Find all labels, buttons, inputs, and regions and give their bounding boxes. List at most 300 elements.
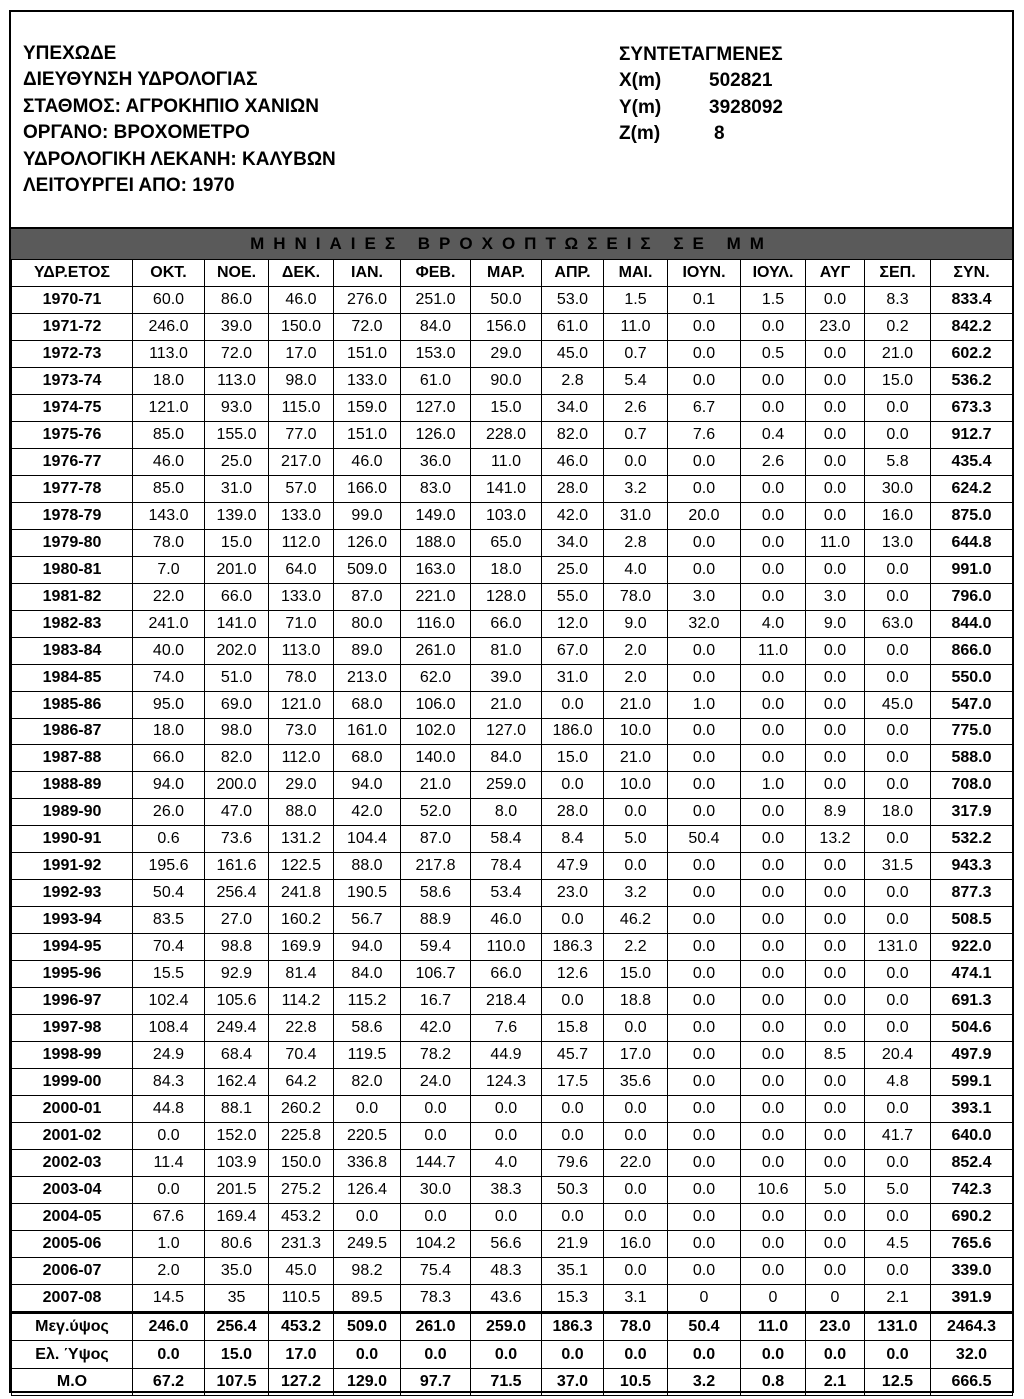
rainfall-cell: 0 xyxy=(741,1284,806,1312)
rainfall-cell: 88.0 xyxy=(334,853,401,880)
rainfall-cell: 73.0 xyxy=(269,718,334,745)
rainfall-cell: 17.5 xyxy=(542,1069,604,1096)
year-cell: 2001-02 xyxy=(12,1123,133,1150)
rainfall-cell: 0.0 xyxy=(806,934,865,961)
total-cell: 393.1 xyxy=(931,1096,1013,1123)
basin-name: ΥΔΡΟΛΟΓΙΚΗ ΛΕΚΑΝΗ: ΚΑΛΥΒΩΝ xyxy=(23,149,336,170)
table-row xyxy=(12,313,1013,340)
rainfall-cell: 77.0 xyxy=(269,421,334,448)
rainfall-cell: 0.0 xyxy=(668,1096,741,1123)
rainfall-cell: 1.5 xyxy=(741,287,806,314)
year-cell: 1972-73 xyxy=(12,340,133,367)
rainfall-cell: 2.2 xyxy=(604,934,668,961)
rainfall-cell: 94.0 xyxy=(334,934,401,961)
rainfall-cell: 89.0 xyxy=(334,637,401,664)
total-cell: 690.2 xyxy=(931,1203,1013,1230)
rainfall-cell: 0.0 xyxy=(668,1069,741,1096)
rainfall-cell: 0.0 xyxy=(741,880,806,907)
rainfall-cell: 16.0 xyxy=(604,1230,668,1257)
summary-row xyxy=(12,1312,1013,1341)
table-row xyxy=(12,826,1013,853)
year-cell: 1983-84 xyxy=(12,637,133,664)
rainfall-cell: 217.8 xyxy=(401,853,471,880)
rainfall-cell: 4.0 xyxy=(741,610,806,637)
rainfall-cell: 153.0 xyxy=(401,340,471,367)
rainfall-cell: 116.0 xyxy=(401,610,471,637)
coord-z-value: 8 xyxy=(714,123,725,144)
rainfall-cell: 112.0 xyxy=(269,745,334,772)
total-cell: 842.2 xyxy=(931,313,1013,340)
rainfall-cell: 0.0 xyxy=(865,718,931,745)
summary-value: 0.0 xyxy=(334,1341,401,1369)
rainfall-cell: 251.0 xyxy=(401,287,471,314)
rainfall-cell: 99.0 xyxy=(334,502,401,529)
rainfall-cell: 18.0 xyxy=(133,718,205,745)
rainfall-cell: 72.0 xyxy=(334,313,401,340)
total-cell: 866.0 xyxy=(931,637,1013,664)
total-cell: 922.0 xyxy=(931,934,1013,961)
rainfall-cell: 127.0 xyxy=(471,718,542,745)
rainfall-cell: 0.7 xyxy=(604,340,668,367)
rainfall-cell: 89.5 xyxy=(334,1284,401,1312)
rainfall-cell: 0.0 xyxy=(741,826,806,853)
rainfall-cell: 30.0 xyxy=(401,1176,471,1203)
rainfall-cell: 15.0 xyxy=(604,961,668,988)
summary-value: 11.0 xyxy=(741,1312,806,1341)
summary-value: 0.0 xyxy=(668,1341,741,1369)
rainfall-cell: 11.0 xyxy=(806,529,865,556)
rainfall-cell: 0.5 xyxy=(741,340,806,367)
rainfall-cell: 84.3 xyxy=(133,1069,205,1096)
rainfall-cell: 0.0 xyxy=(542,907,604,934)
rainfall-cell: 160.2 xyxy=(269,907,334,934)
rainfall-cell: 131.2 xyxy=(269,826,334,853)
rainfall-cell: 10.6 xyxy=(741,1176,806,1203)
rainfall-cell: 0.0 xyxy=(741,1203,806,1230)
rainfall-cell: 4.5 xyxy=(865,1230,931,1257)
rainfall-cell: 60.0 xyxy=(133,287,205,314)
rainfall-cell: 162.4 xyxy=(205,1069,269,1096)
rainfall-cell: 43.6 xyxy=(471,1284,542,1312)
rainfall-cell: 40.0 xyxy=(133,637,205,664)
rainfall-cell: 0.0 xyxy=(668,475,741,502)
year-cell: 1988-89 xyxy=(12,772,133,799)
rainfall-cell: 48.3 xyxy=(471,1257,542,1284)
rainfall-cell: 32.0 xyxy=(668,610,741,637)
rainfall-cell: 0.0 xyxy=(865,988,931,1015)
rainfall-cell: 0.0 xyxy=(865,583,931,610)
rainfall-cell: 0.0 xyxy=(668,664,741,691)
table-row xyxy=(12,934,1013,961)
rainfall-cell: 0.0 xyxy=(668,1150,741,1177)
rainfall-cell: 18.0 xyxy=(471,556,542,583)
rainfall-cell: 0.0 xyxy=(604,853,668,880)
rainfall-cell: 0.0 xyxy=(604,1257,668,1284)
rainfall-cell: 0.0 xyxy=(865,772,931,799)
total-cell: 875.0 xyxy=(931,502,1013,529)
rainfall-cell: 0.0 xyxy=(865,826,931,853)
rainfall-cell: 0.0 xyxy=(806,556,865,583)
rainfall-cell: 0.0 xyxy=(806,961,865,988)
rainfall-cell: 0.0 xyxy=(741,1096,806,1123)
rainfall-cell: 0.0 xyxy=(604,1176,668,1203)
rainfall-cell: 78.0 xyxy=(133,529,205,556)
rainfall-cell: 29.0 xyxy=(269,772,334,799)
table-body xyxy=(12,287,1013,1313)
rainfall-cell: 20.4 xyxy=(865,1042,931,1069)
table-row xyxy=(12,1015,1013,1042)
rainfall-cell: 0.0 xyxy=(471,1203,542,1230)
rainfall-cell: 23.0 xyxy=(542,880,604,907)
column-header: ΙΟΥΝ. xyxy=(668,260,741,287)
rainfall-cell: 3.2 xyxy=(604,880,668,907)
rainfall-cell: 45.7 xyxy=(542,1042,604,1069)
rainfall-cell: 0.0 xyxy=(806,772,865,799)
station-name: ΣΤΑΘΜΟΣ: ΑΓΡΟΚΗΠΙΟ ΧΑΝΙΩΝ xyxy=(23,96,319,117)
rainfall-cell: 11.4 xyxy=(133,1150,205,1177)
year-cell: 1973-74 xyxy=(12,367,133,394)
rainfall-cell: 0.0 xyxy=(741,1257,806,1284)
rainfall-cell: 46.0 xyxy=(269,287,334,314)
rainfall-cell: 163.0 xyxy=(401,556,471,583)
rainfall-cell: 18.0 xyxy=(865,799,931,826)
rainfall-cell: 186.0 xyxy=(542,718,604,745)
rainfall-cell: 0.0 xyxy=(668,1203,741,1230)
rainfall-cell: 0.0 xyxy=(806,367,865,394)
rainfall-cell: 0.0 xyxy=(668,448,741,475)
rainfall-cell: 156.0 xyxy=(471,313,542,340)
rainfall-cell: 509.0 xyxy=(334,556,401,583)
rainfall-cell: 7.0 xyxy=(133,556,205,583)
rainfall-cell: 94.0 xyxy=(133,772,205,799)
rainfall-cell: 151.0 xyxy=(334,340,401,367)
rainfall-cell: 126.4 xyxy=(334,1176,401,1203)
station-header xyxy=(11,12,1012,227)
rainfall-cell: 0.0 xyxy=(741,1069,806,1096)
table-row xyxy=(12,367,1013,394)
table-row xyxy=(12,556,1013,583)
rainfall-cell: 0.0 xyxy=(741,475,806,502)
rainfall-cell: 8.0 xyxy=(471,799,542,826)
rainfall-cell: 15.0 xyxy=(471,394,542,421)
instrument-name: ΟΡΓΑΝΟ: ΒΡΟΧΟΜΕΤΡΟ xyxy=(23,122,250,143)
summary-value: 71.5 xyxy=(471,1368,542,1396)
year-cell: 1976-77 xyxy=(12,448,133,475)
rainfall-cell: 0.0 xyxy=(542,772,604,799)
rainfall-cell: 221.0 xyxy=(401,583,471,610)
rainfall-cell: 3.1 xyxy=(604,1284,668,1312)
summary-value: 97.7 xyxy=(401,1368,471,1396)
rainfall-cell: 0.0 xyxy=(133,1123,205,1150)
rainfall-cell: 114.2 xyxy=(269,988,334,1015)
rainfall-cell: 166.0 xyxy=(334,475,401,502)
rainfall-cell: 0.0 xyxy=(741,718,806,745)
rainfall-cell: 0.0 xyxy=(806,1150,865,1177)
rainfall-cell: 20.0 xyxy=(668,502,741,529)
rainfall-cell: 0.0 xyxy=(806,421,865,448)
rainfall-cell: 0.6 xyxy=(133,826,205,853)
column-header: ΥΔΡ.ΕΤΟΣ xyxy=(12,260,133,287)
rainfall-cell: 14.5 xyxy=(133,1284,205,1312)
rainfall-cell: 0.0 xyxy=(133,1176,205,1203)
rainfall-cell: 85.0 xyxy=(133,421,205,448)
rainfall-cell: 155.0 xyxy=(205,421,269,448)
rainfall-cell: 53.0 xyxy=(542,287,604,314)
rainfall-cell: 161.0 xyxy=(334,718,401,745)
rainfall-cell: 0.0 xyxy=(865,1096,931,1123)
summary-value: 78.0 xyxy=(604,1312,668,1341)
table-row xyxy=(12,853,1013,880)
column-header: ΑΥΓ xyxy=(806,260,865,287)
rainfall-cell: 46.2 xyxy=(604,907,668,934)
rainfall-cell: 75.4 xyxy=(401,1257,471,1284)
rainfall-cell: 102.0 xyxy=(401,718,471,745)
rainfall-cell: 453.2 xyxy=(269,1203,334,1230)
summary-value: 127.2 xyxy=(269,1368,334,1396)
rainfall-cell: 67.0 xyxy=(542,637,604,664)
rainfall-cell: 45.0 xyxy=(542,340,604,367)
table-row xyxy=(12,287,1013,314)
table-row xyxy=(12,1042,1013,1069)
total-cell: 708.0 xyxy=(931,772,1013,799)
summary-value: 12.5 xyxy=(865,1368,931,1396)
rainfall-cell: 0.0 xyxy=(668,880,741,907)
rainfall-cell: 0.0 xyxy=(542,1096,604,1123)
rainfall-cell: 131.0 xyxy=(865,934,931,961)
rainfall-cell: 69.0 xyxy=(205,691,269,718)
rainfall-cell: 103.9 xyxy=(205,1150,269,1177)
rainfall-cell: 84.0 xyxy=(334,961,401,988)
rainfall-cell: 103.0 xyxy=(471,502,542,529)
rainfall-cell: 0.0 xyxy=(401,1203,471,1230)
table-row xyxy=(12,340,1013,367)
rainfall-cell: 0.0 xyxy=(865,637,931,664)
rainfall-cell: 38.3 xyxy=(471,1176,542,1203)
rainfall-cell: 275.2 xyxy=(269,1176,334,1203)
summary-label: Ελ. Ύψος xyxy=(12,1341,133,1369)
total-cell: 912.7 xyxy=(931,421,1013,448)
total-cell: 852.4 xyxy=(931,1150,1013,1177)
year-cell: 1980-81 xyxy=(12,556,133,583)
rainfall-cell: 25.0 xyxy=(205,448,269,475)
rainfall-cell: 108.4 xyxy=(133,1015,205,1042)
rainfall-cell: 0.0 xyxy=(668,313,741,340)
rainfall-cell: 0.0 xyxy=(806,745,865,772)
rainfall-cell: 35.0 xyxy=(205,1257,269,1284)
rainfall-cell: 0.0 xyxy=(806,448,865,475)
rainfall-cell: 0.0 xyxy=(668,772,741,799)
rainfall-cell: 0.0 xyxy=(668,907,741,934)
column-header: ΟΚΤ. xyxy=(133,260,205,287)
rainfall-cell: 35.1 xyxy=(542,1257,604,1284)
rainfall-cell: 51.0 xyxy=(205,664,269,691)
total-cell: 742.3 xyxy=(931,1176,1013,1203)
rainfall-cell: 0.0 xyxy=(741,529,806,556)
summary-value: 129.0 xyxy=(334,1368,401,1396)
rainfall-cell: 0.0 xyxy=(806,287,865,314)
summary-value: 246.0 xyxy=(133,1312,205,1341)
rainfall-cell: 24.9 xyxy=(133,1042,205,1069)
rainfall-cell: 66.0 xyxy=(133,745,205,772)
rainfall-cell: 161.6 xyxy=(205,853,269,880)
rainfall-cell: 0.0 xyxy=(668,988,741,1015)
rainfall-cell: 74.0 xyxy=(133,664,205,691)
column-header: ΔΕΚ. xyxy=(269,260,334,287)
total-cell: 640.0 xyxy=(931,1123,1013,1150)
rainfall-cell: 3.2 xyxy=(604,475,668,502)
rainfall-cell: 82.0 xyxy=(542,421,604,448)
rainfall-cell: 104.2 xyxy=(401,1230,471,1257)
total-cell: 547.0 xyxy=(931,691,1013,718)
rainfall-cell: 104.4 xyxy=(334,826,401,853)
table-row xyxy=(12,1123,1013,1150)
rainfall-cell: 94.0 xyxy=(334,772,401,799)
rainfall-cell: 0.0 xyxy=(806,664,865,691)
rainfall-cell: 98.8 xyxy=(205,934,269,961)
total-cell: 317.9 xyxy=(931,799,1013,826)
rainfall-cell: 225.8 xyxy=(269,1123,334,1150)
rainfall-cell: 87.0 xyxy=(401,826,471,853)
rainfall-cell: 0.0 xyxy=(741,1042,806,1069)
rainfall-cell: 64.0 xyxy=(269,556,334,583)
summary-value: 261.0 xyxy=(401,1312,471,1341)
rainfall-cell: 78.4 xyxy=(471,853,542,880)
rainfall-cell: 0.0 xyxy=(668,1015,741,1042)
rainfall-cell: 50.4 xyxy=(668,826,741,853)
rainfall-cell: 4.0 xyxy=(471,1150,542,1177)
rainfall-cell: 15.8 xyxy=(542,1015,604,1042)
rainfall-cell: 150.0 xyxy=(269,1150,334,1177)
rainfall-cell: 98.0 xyxy=(269,367,334,394)
rainfall-cell: 256.4 xyxy=(205,880,269,907)
rainfall-cell: 5.0 xyxy=(604,826,668,853)
rainfall-cell: 150.0 xyxy=(269,313,334,340)
rainfall-cell: 50.4 xyxy=(133,880,205,907)
year-cell: 1991-92 xyxy=(12,853,133,880)
rainfall-cell: 0.0 xyxy=(741,664,806,691)
column-header: ΣΕΠ. xyxy=(865,260,931,287)
summary-value: 2464.3 xyxy=(931,1312,1013,1341)
rainfall-cell: 0.0 xyxy=(865,1015,931,1042)
rainfall-cell: 86.0 xyxy=(205,287,269,314)
table-row xyxy=(12,1257,1013,1284)
coord-x-value: 502821 xyxy=(709,70,773,91)
rainfall-cell: 119.5 xyxy=(334,1042,401,1069)
rainfall-cell: 110.0 xyxy=(471,934,542,961)
rainfall-cell: 78.3 xyxy=(401,1284,471,1312)
rainfall-cell: 9.0 xyxy=(806,610,865,637)
rainfall-cell: 143.0 xyxy=(133,502,205,529)
rainfall-cell: 52.0 xyxy=(401,799,471,826)
summary-value: 0.0 xyxy=(471,1341,542,1369)
rainfall-sheet xyxy=(9,10,1014,1393)
rainfall-cell: 7.6 xyxy=(668,421,741,448)
table-row xyxy=(12,1176,1013,1203)
rainfall-cell: 261.0 xyxy=(401,637,471,664)
table-row xyxy=(12,718,1013,745)
rainfall-cell: 93.0 xyxy=(205,394,269,421)
rainfall-cell: 1.0 xyxy=(133,1230,205,1257)
rainfall-cell: 0.0 xyxy=(741,1150,806,1177)
rainfall-cell: 28.0 xyxy=(542,799,604,826)
rainfall-cell: 5.8 xyxy=(865,448,931,475)
year-cell: 1998-99 xyxy=(12,1042,133,1069)
year-cell: 1997-98 xyxy=(12,1015,133,1042)
rainfall-cell: 0.0 xyxy=(604,448,668,475)
total-cell: 991.0 xyxy=(931,556,1013,583)
rainfall-cell: 0.0 xyxy=(806,475,865,502)
rainfall-cell: 0.0 xyxy=(401,1123,471,1150)
rainfall-cell: 0.0 xyxy=(668,799,741,826)
rainfall-cell: 98.2 xyxy=(334,1257,401,1284)
rainfall-cell: 0.0 xyxy=(865,745,931,772)
rainfall-cell: 0.0 xyxy=(668,1176,741,1203)
rainfall-cell: 8.3 xyxy=(865,287,931,314)
rainfall-cell: 0.0 xyxy=(865,880,931,907)
coord-z-label: Z(m) xyxy=(619,123,661,144)
rainfall-cell: 141.0 xyxy=(471,475,542,502)
rainfall-cell: 0.0 xyxy=(604,1096,668,1123)
rainfall-cell: 0.0 xyxy=(668,853,741,880)
rainfall-cell: 5.0 xyxy=(865,1176,931,1203)
rainfall-cell: 88.1 xyxy=(205,1096,269,1123)
rainfall-cell: 79.6 xyxy=(542,1150,604,1177)
rainfall-cell: 0.0 xyxy=(741,907,806,934)
rainfall-cell: 151.0 xyxy=(334,421,401,448)
year-cell: 1992-93 xyxy=(12,880,133,907)
rainfall-cell: 0.0 xyxy=(604,799,668,826)
rainfall-cell: 0.0 xyxy=(806,1015,865,1042)
table-row xyxy=(12,664,1013,691)
summary-value: 0.0 xyxy=(542,1341,604,1369)
rainfall-cell: 2.6 xyxy=(741,448,806,475)
rainfall-cell: 141.0 xyxy=(205,610,269,637)
rainfall-cell: 62.0 xyxy=(401,664,471,691)
rainfall-cell: 44.8 xyxy=(133,1096,205,1123)
rainfall-cell: 0.2 xyxy=(865,313,931,340)
rainfall-cell: 44.9 xyxy=(471,1042,542,1069)
rainfall-cell: 0.0 xyxy=(741,853,806,880)
total-cell: 508.5 xyxy=(931,907,1013,934)
rainfall-cell: 56.6 xyxy=(471,1230,542,1257)
rainfall-cell: 133.0 xyxy=(269,502,334,529)
rainfall-cell: 0.0 xyxy=(865,556,931,583)
rainfall-cell: 0.0 xyxy=(604,1203,668,1230)
rainfall-cell: 6.7 xyxy=(668,394,741,421)
table-row xyxy=(12,1230,1013,1257)
summary-value: 67.2 xyxy=(133,1368,205,1396)
rainfall-cell: 66.0 xyxy=(471,961,542,988)
rainfall-cell: 78.2 xyxy=(401,1042,471,1069)
table-row xyxy=(12,1150,1013,1177)
year-cell: 1977-78 xyxy=(12,475,133,502)
rainfall-cell: 0.0 xyxy=(668,340,741,367)
rainfall-cell: 0.0 xyxy=(806,988,865,1015)
rainfall-cell: 8.4 xyxy=(542,826,604,853)
rainfall-cell: 110.5 xyxy=(269,1284,334,1312)
rainfall-cell: 217.0 xyxy=(269,448,334,475)
rainfall-cell: 126.0 xyxy=(401,421,471,448)
year-cell: 1995-96 xyxy=(12,961,133,988)
total-cell: 877.3 xyxy=(931,880,1013,907)
total-cell: 844.0 xyxy=(931,610,1013,637)
rainfall-cell: 23.0 xyxy=(806,313,865,340)
rainfall-cell: 1.0 xyxy=(668,691,741,718)
summary-value: 0.0 xyxy=(741,1341,806,1369)
rainfall-cell: 0.0 xyxy=(806,1230,865,1257)
summary-value: 0.0 xyxy=(604,1341,668,1369)
total-cell: 833.4 xyxy=(931,287,1013,314)
